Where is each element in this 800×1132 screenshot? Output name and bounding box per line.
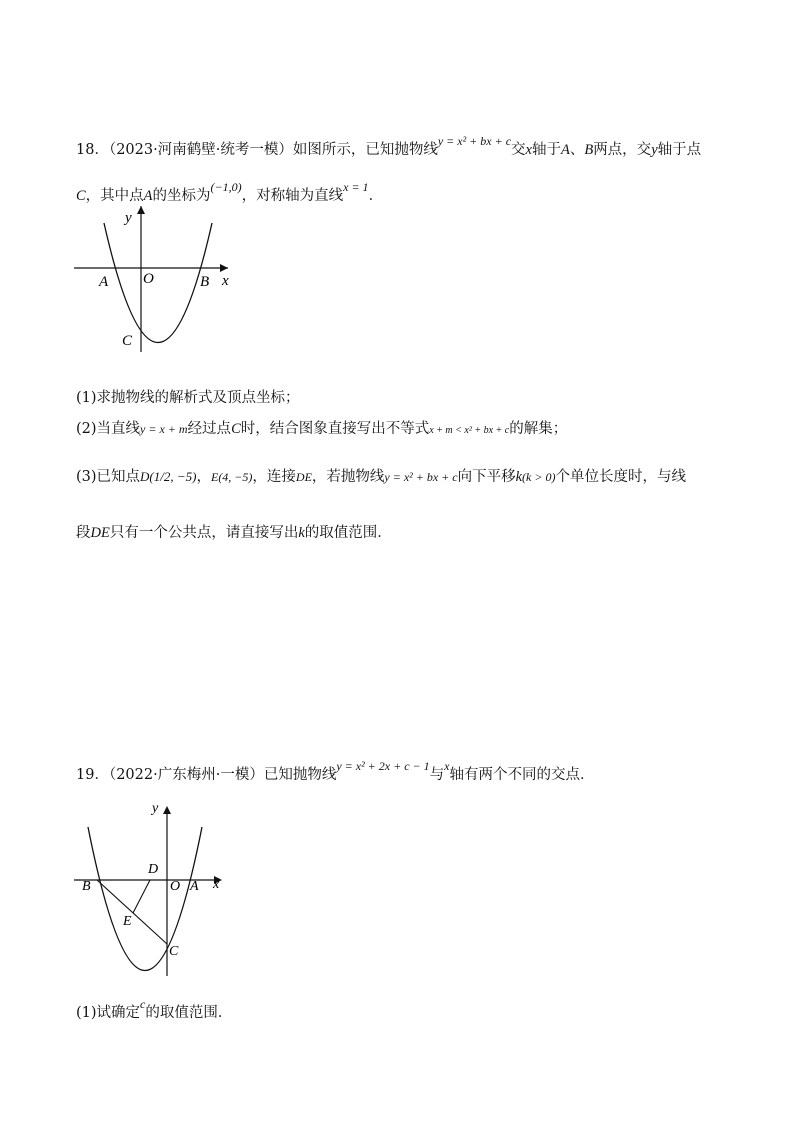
- q18-stem-text: 如图所示，已知抛物线: [292, 142, 438, 158]
- q19-fig-a: A: [190, 879, 199, 894]
- q18-part3-text-8: 只有一个公共点，请直接写出: [109, 525, 299, 541]
- q19-stem-text: 已知抛物线: [263, 767, 337, 783]
- q18-stem-text-2: 交: [511, 142, 526, 158]
- q18-point-d: D(1/2, −5): [140, 469, 197, 484]
- q18-part2-point-c: C: [231, 421, 241, 437]
- q18-x-var: x: [525, 142, 532, 158]
- q19-fig-y: y: [152, 801, 159, 816]
- q18-sep: 、: [569, 142, 585, 158]
- q18-number: 18．: [76, 142, 109, 158]
- q18-stem-text-3: 轴于: [531, 142, 561, 158]
- q18-part2-line-eq: y = x + m: [140, 422, 188, 436]
- q19-fig-o: O: [170, 879, 181, 894]
- q18-line2-text: ，其中点: [85, 188, 144, 204]
- q18-part3-text-3: ，连接: [252, 469, 296, 485]
- q19-fig-x: x: [213, 877, 220, 892]
- q19-part1-text: (1)试确定: [76, 1005, 141, 1021]
- q18-point-a-2: A: [143, 188, 153, 204]
- q19-parabola: [88, 827, 202, 971]
- q18-fig-o: O: [143, 271, 154, 287]
- q18-line2-text-2: 的坐标为: [152, 188, 211, 204]
- q18-part3-text-2: ，: [196, 469, 211, 485]
- q18-axis-equation: x = 1: [343, 180, 369, 194]
- q18-stem-text-5: 轴于点: [657, 142, 702, 158]
- q19-fig-d: D: [148, 862, 159, 877]
- q18-fig-y: y: [125, 210, 132, 226]
- q18-k-var-2: k: [298, 525, 305, 541]
- q18-line2-end: ．: [368, 188, 384, 204]
- q18-line2-text-3: ，对称轴为直线: [241, 188, 344, 204]
- q18-fig-x: x: [222, 273, 229, 289]
- q18-y-var: y: [651, 142, 658, 158]
- q18-part3-text-7: 段: [76, 525, 91, 541]
- q19-part1: [76, 997, 233, 1022]
- q19-stem-text-2: 与: [429, 767, 445, 783]
- q19-y-arrow: [163, 806, 171, 814]
- q19-part1-text-2: 的取值范围．: [145, 1005, 233, 1021]
- q18-part3-text-9: 的取值范围．: [304, 525, 392, 541]
- q18-coord-a: (−1,0): [210, 180, 242, 194]
- q18-fig-b: B: [200, 274, 210, 290]
- q19-x-var: x: [444, 759, 450, 773]
- q18-part3-text-6: 个单位长度时，与线: [555, 469, 686, 485]
- q18-point-e: E(4, −5): [210, 470, 253, 484]
- q18-part2-text-2: 经过点: [187, 421, 232, 437]
- q19-segment-bc: [97, 880, 167, 944]
- q18-fig-a: A: [99, 274, 109, 290]
- q18-segment-de: DE: [295, 470, 312, 484]
- q18-point-b: B: [584, 142, 594, 158]
- q18-k-condition: (k > 0): [522, 470, 556, 484]
- q18-part3-text: (3)已知点: [76, 469, 141, 485]
- q18-fig-c: C: [122, 333, 133, 349]
- q19-c-var: c: [140, 997, 146, 1011]
- q18-point-a: A: [560, 142, 570, 158]
- q19-fig-e: E: [123, 914, 132, 929]
- q18-parabola-equation: y = x² + bx + c: [437, 134, 512, 148]
- q18-stem-text-4: 两点，交: [593, 142, 652, 158]
- q19-stem-text-3: 轴有两个不同的交点．: [449, 767, 595, 783]
- q18-segment-de-2: DE: [90, 525, 110, 541]
- q19-fig-c: C: [169, 944, 179, 959]
- q18-point-c: C: [76, 188, 86, 204]
- q18-part2-inequality: x + m < x² + bx + c: [429, 425, 510, 436]
- q19-source: （2022·广东梅州·一模）: [108, 767, 264, 783]
- q19-parabola-equation: y = x² + 2x + c − 1: [336, 759, 430, 773]
- q18-part2-text: (2)当直线: [76, 421, 141, 437]
- q18-part2-text-3: 时，结合图象直接写出不等式: [240, 421, 430, 437]
- q18-part3-text-4: ，若抛物线: [311, 469, 385, 485]
- q19-number: 19．: [76, 767, 109, 783]
- q18-part3-parabola-eq: y = x² + bx + c: [384, 470, 458, 484]
- q18-part1-text: (1)求抛物线的解析式及顶点坐标；: [76, 390, 300, 406]
- q18-part2-text-4: 的解集；: [509, 421, 568, 437]
- q19-fig-b: B: [82, 879, 91, 894]
- q18-source: （2023·河南鹤壁·统考一模）: [108, 142, 293, 158]
- q19-segment-de: [133, 880, 150, 913]
- q18-part3-text-5: 向下平移: [457, 469, 516, 485]
- q18-k-var: k: [515, 469, 523, 485]
